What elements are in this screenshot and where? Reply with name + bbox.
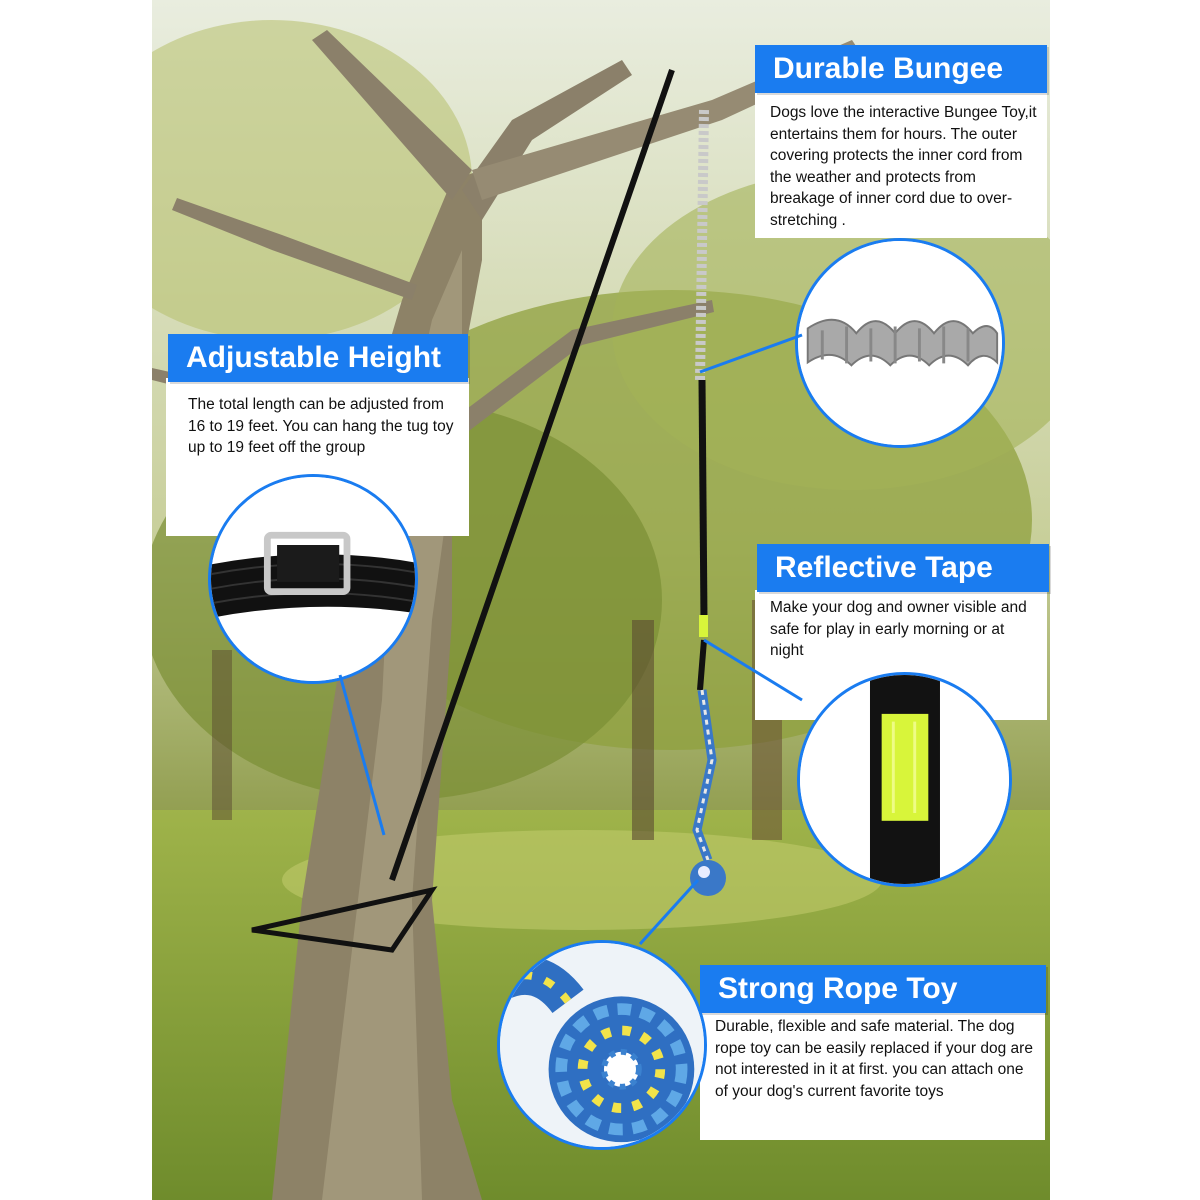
strong-rope-toy-text: Durable, flexible and safe material. The dog rope toy can be easily replaced if your dog are not interested in it at first. you can attach one of your dog's current favorite toys [715, 1018, 1033, 1100]
rope-ball-icon [500, 943, 704, 1147]
reflective-tape-detail [797, 672, 1012, 887]
adjustable-height-text: The total length can be adjusted from 16 to 19 feet. You can hang the tug toy up to 19 feet off the group [188, 396, 454, 456]
rope-ball-detail [497, 940, 707, 1150]
reflective-tape-title: Reflective Tape [757, 544, 1049, 592]
height-pointer-line [340, 675, 400, 845]
rope-pointer-line [640, 880, 710, 950]
tape-pointer-line [704, 640, 814, 710]
reflective-tape-text: Make your dog and owner visible and safe for play in early morning or at night [770, 599, 1027, 659]
bungee-cord-icon [798, 241, 1002, 445]
reflective-tape-icon [800, 675, 1009, 884]
strong-rope-toy-title: Strong Rope Toy [700, 965, 1046, 1013]
buckle-icon [211, 477, 415, 681]
durable-bungee-title: Durable Bungee [755, 45, 1047, 93]
bungee-pointer-line [700, 330, 820, 390]
durable-bungee-text: Dogs love the interactive Bungee Toy,it entertains them for hours. The outer covering protects the inner cord from the weather and protects from breakage of inner cord due to over-stretching . [770, 104, 1037, 229]
bungee-cord-detail [795, 238, 1005, 448]
adjustable-height-title: Adjustable Height [168, 334, 468, 382]
buckle-detail [208, 474, 418, 684]
